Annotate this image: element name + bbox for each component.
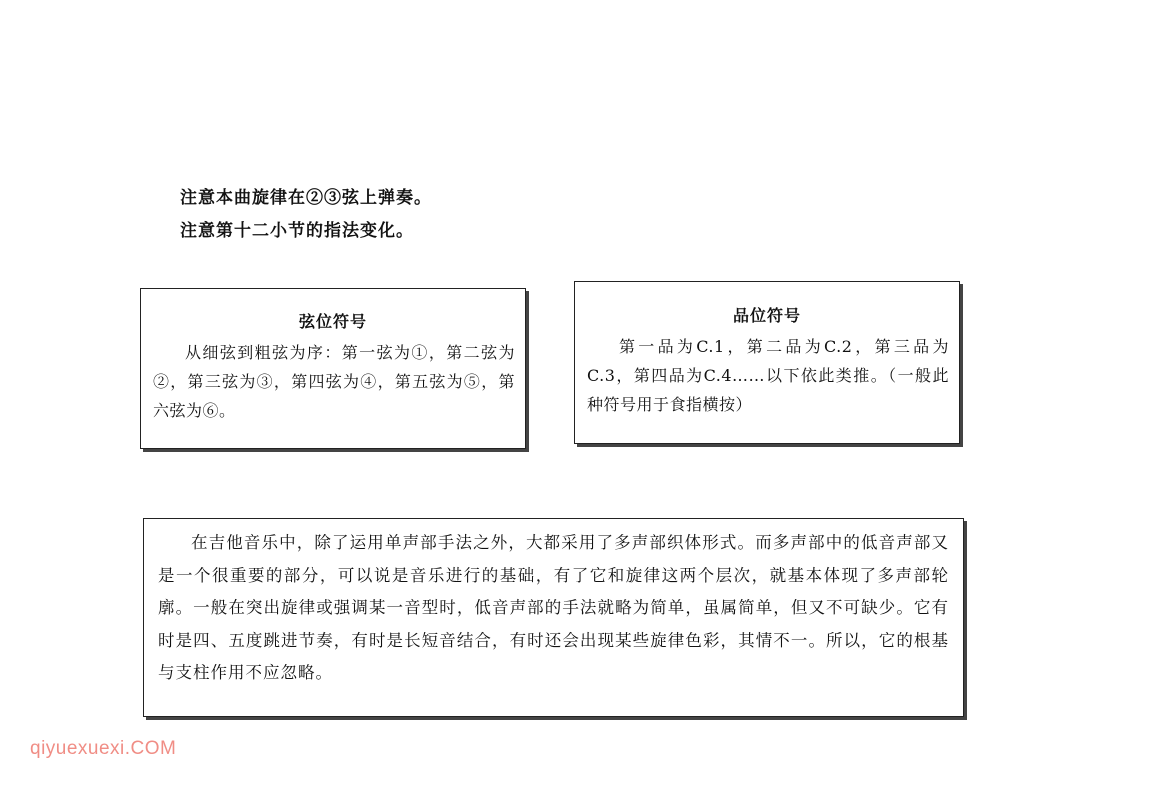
bass-voice-paragraph-box bbox=[143, 518, 964, 717]
fret-symbol-text: 第一品为C.1，第二品为C.2，第三品为C.3，第四品为C.4……以下依此类推。（一般此种符号用于食指横按） bbox=[587, 337, 949, 414]
note-melody-strings: 注意本曲旋律在②③弦上弹奏。 bbox=[180, 188, 432, 208]
string-symbol-box bbox=[140, 288, 526, 449]
string-symbol-text: 从细弦到粗弦为序：第一弦为①，第二弦为②，第三弦为③，第四弦为④，第五弦为⑤，第六弦为⑥。 bbox=[153, 343, 515, 420]
note-fingering-change: 注意第十二小节的指法变化。 bbox=[180, 221, 414, 241]
bass-voice-paragraph-text: 在吉他音乐中，除了运用单声部手法之外，大都采用了多声部织体形式。而多声部中的低音声部又是一个很重要的部分，可以说是音乐进行的基础，有了它和旋律这两个层次，就基本体现了多声部轮廓。一般在突出旋律或强调某一音型时，低音声部的手法就略为简单，虽属简单，但又不可缺少。它有时是四、五度跳进节奏，有时是长短音结合，有时还会出现某些旋律色彩，其情不一。所以，它的根基与支柱作用不应忽略。 bbox=[158, 533, 949, 682]
site-watermark: qiyuexuexi.COM bbox=[30, 738, 177, 759]
fret-symbol-title: 品位符号 bbox=[732, 306, 801, 325]
fret-symbol-box bbox=[574, 281, 960, 444]
string-symbol-title: 弦位符号 bbox=[298, 312, 367, 331]
